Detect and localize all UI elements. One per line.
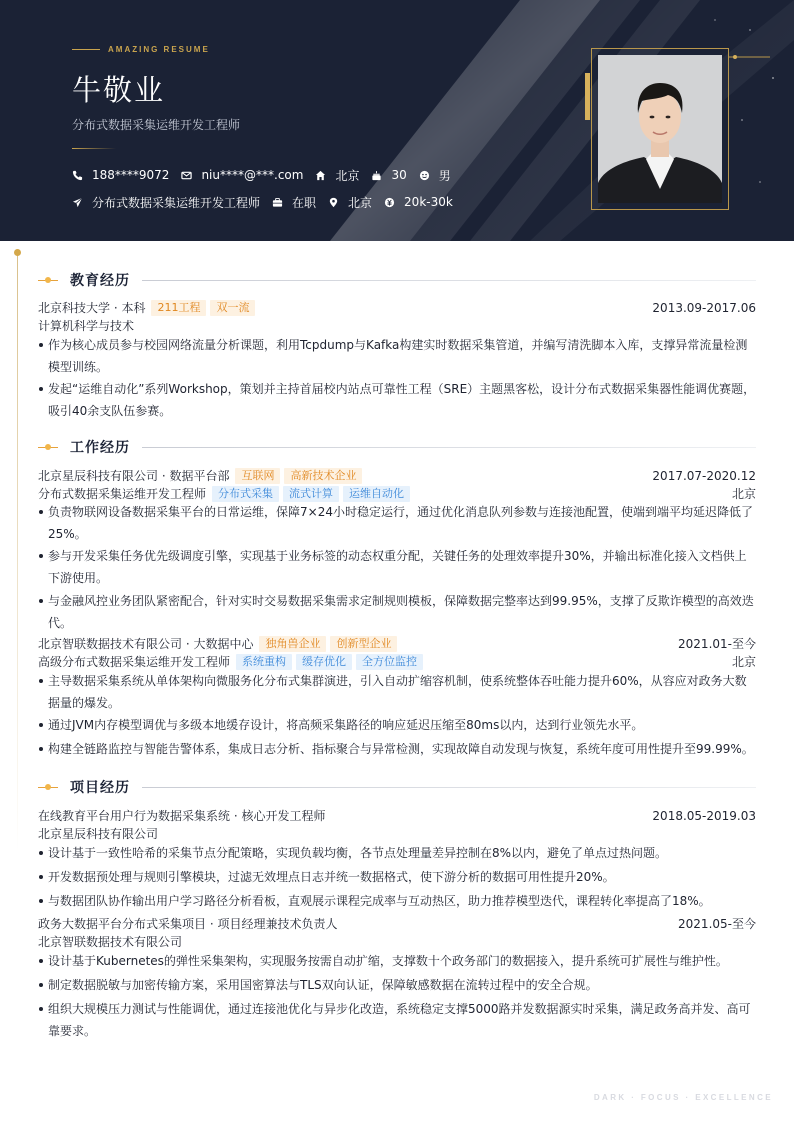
job-bullet: 与金融风控业务团队紧密配合，针对实时交易数据采集需求定制规则模板，保障数据完整率达到99.95%，支撑了反欺诈模型的高效迭代。: [38, 590, 756, 634]
home-icon: [315, 170, 326, 181]
education-tag: 211工程: [151, 300, 206, 316]
education-section-header: [38, 270, 756, 290]
project-company: 北京星辰科技有限公司: [38, 827, 159, 841]
project-name: 政务大数据平台分布式采集项目 · 项目经理兼技术负责人: [38, 917, 338, 931]
candidate-title: 分布式数据采集运维开发工程师: [72, 118, 241, 132]
intention-status-text: 在职: [292, 195, 317, 210]
job-city: 北京: [731, 655, 756, 669]
job-city: 北京: [731, 487, 756, 501]
face-icon: [419, 170, 430, 181]
section-divider: [142, 787, 756, 788]
job-bullet: 参与开发采集任务优先级调度引擎，实现基于业务标签的动态权重分配，关键任务的处理效率提升30%，并输出标准化接入文档供上下游使用。: [38, 545, 756, 589]
project-period: 2021.05-至今: [678, 917, 756, 931]
education-major-line: [38, 317, 756, 334]
job-bullet: 主导数据采集系统从单体架构向微服务化分布式集群演进，引入自动扩缩容机制，使系统整体吞吐能力提升60%，从容应对政务大数据量的爆发。: [38, 670, 756, 714]
section-marker-icon: [38, 441, 58, 453]
intention-city-text: 北京: [348, 195, 373, 210]
company-tag: 创新型企业: [330, 636, 397, 652]
briefcase-icon: [272, 197, 283, 208]
education-bullet: 发起“运维自动化”系列Workshop，策划并主持首届校内站点可靠性工程（SRE）主题黑客松，设计分布式数据采集器性能调优赛题，吸引40余支队伍参赛。: [38, 378, 756, 422]
company-tag: 互联网: [235, 468, 280, 484]
project-company-line: [38, 825, 756, 842]
company-tag: 独角兽企业: [259, 636, 326, 652]
project-company: 北京智联数据技术有限公司: [38, 935, 183, 949]
job-bullet: 构建全链路监控与智能告警体系，集成日志分析、指标聚合与异常检测，实现故障自动发现与恢复，系统年度可用性提升至99.99%。: [38, 738, 756, 760]
project-section-header: [38, 777, 756, 797]
section-divider: [142, 447, 756, 448]
gender-text: 男: [438, 168, 451, 183]
job-role-line: [38, 653, 756, 670]
job-role: 高级分布式数据采集运维开发工程师: [38, 655, 231, 669]
avatar: [598, 55, 722, 203]
project-company-line: [38, 933, 756, 950]
skill-tag: 系统重构: [236, 654, 292, 670]
contact-row: [72, 167, 463, 183]
phone-text: 188****9072: [92, 168, 170, 182]
project-bullet: 组织大规模压力测试与性能调优，通过连接池优化与异步化改造，系统稳定支撑5000路并发数据源实时采集，满足政务高并发、高可靠要求。: [38, 998, 756, 1042]
project-bullet: 与数据团队协作输出用户学习路径分析看板，直观展示课程完成率与互动热区，助力推荐模型迭代，课程转化率提高了18%。: [38, 890, 756, 912]
skill-tag: 缓存优化: [296, 654, 352, 670]
portrait-illustration: [598, 55, 722, 203]
intention-position-text: 分布式数据采集运维开发工程师: [92, 195, 261, 210]
job-intention-row: [72, 194, 465, 210]
education-tag: 双一流: [210, 300, 255, 316]
education-period: 2013.09-2017.06: [652, 300, 756, 315]
job-bullet: 负责物联网设备数据采集平台的日常运维，保障7×24小时稳定运行，通过优化消息队列参数与连接池配置，使端到端平均延迟降低了25%。: [38, 501, 756, 545]
timeline-dot: [14, 249, 21, 256]
project-name: 在线教育平台用户行为数据采集系统 · 核心开发工程师: [38, 809, 326, 823]
project-period: 2018.05-2019.03: [652, 808, 756, 823]
email-text: niu****@***.com: [201, 168, 304, 182]
salary-icon: [384, 197, 395, 208]
work-section-header: [38, 437, 756, 457]
company-tag: 高新技术企业: [284, 468, 362, 484]
skill-tag: 全方位监控: [356, 654, 423, 670]
section-title: 项目经历: [70, 780, 130, 796]
section-title: 教育经历: [70, 273, 130, 289]
skill-tag: 运维自动化: [343, 486, 410, 502]
cake-icon: [371, 170, 382, 181]
job-period: 2021.01-至今: [678, 637, 756, 651]
section-marker-icon: [38, 781, 58, 793]
school-name: 北京科技大学 · 本科: [38, 301, 146, 315]
section-marker-icon: [38, 274, 58, 286]
education-entry-header: [38, 299, 756, 316]
project-entry-header: [38, 807, 756, 824]
mail-icon: [181, 170, 192, 181]
project-bullet: 设计基于一致性哈希的采集节点分配策略，实现负载均衡，各节点处理量差异控制在8%以内，避免了单点过热问题。: [38, 842, 756, 864]
tagline-divider: [72, 49, 100, 50]
section-divider: [142, 280, 756, 281]
send-icon: [72, 197, 83, 208]
location-pin-icon: [328, 197, 339, 208]
contact-city: [315, 167, 359, 183]
section-title: 工作经历: [70, 440, 130, 456]
project-bullet: 开发数据预处理与规则引擎模块，过滤无效埋点日志并统一数据格式，使下游分析的数据可用性提升20%。: [38, 866, 756, 888]
company-name: 北京星辰科技有限公司 · 数据平台部: [38, 469, 230, 483]
job-period: 2017.07-2020.12: [652, 468, 756, 483]
tagline-row: [72, 45, 210, 54]
education-bullet: 作为核心成员参与校园网络流量分析课题，利用Tcpdump与Kafka构建实时数据采集管道，并编写清洗脚本入库，支撑异常流量检测模型训练。: [38, 334, 756, 378]
intention-salary-text: 20k-30k: [404, 195, 453, 209]
resume-header: [0, 0, 794, 241]
job-bullet: 通过JVM内存模型调优与多级本地缓存设计，将高频采集路径的响应延迟压缩至80ms以内，达到行业领先水平。: [38, 714, 756, 736]
candidate-name: 牛敬业: [72, 73, 166, 107]
skill-tag: 分布式采集: [212, 486, 279, 502]
title-divider: [72, 148, 116, 149]
tagline: AMAZING RESUME: [108, 45, 210, 54]
photo-accent-bar: [585, 73, 590, 120]
job-role: 分布式数据采集运维开发工程师: [38, 487, 207, 501]
project-bullet: 设计基于Kubernetes的弹性采集架构，实现服务按需自动扩缩，支撑数十个政务部门的数据接入，提升系统可扩展性与维护性。: [38, 950, 756, 972]
intention-salary: [384, 194, 453, 210]
intention-position: [72, 194, 260, 210]
intention-city: [328, 194, 372, 210]
job-entry-header: [38, 467, 756, 484]
age-text: 30: [391, 168, 407, 182]
job-role-line: [38, 485, 756, 502]
project-entry-header: [38, 915, 756, 932]
project-bullet: 制定数据脱敏与加密传输方案，采用国密算法与TLS双向认证，保障敏感数据在流转过程中的安全合规。: [38, 974, 756, 996]
contact-email: [181, 167, 303, 183]
skill-tag: 流式计算: [283, 486, 339, 502]
timeline-line: [17, 253, 18, 853]
company-name: 北京智联数据技术有限公司 · 大数据中心: [38, 637, 254, 651]
contact-gender: [419, 167, 451, 183]
major: 计算机科学与技术: [38, 319, 135, 333]
contact-age: [371, 167, 406, 183]
phone-icon: [72, 170, 83, 181]
city-text: 北京: [335, 168, 360, 183]
job-entry-header: [38, 635, 756, 652]
intention-status: [272, 194, 316, 210]
contact-phone: [72, 167, 169, 183]
footer-motto: DARK · FOCUS · EXCELLENCE: [593, 1093, 773, 1102]
